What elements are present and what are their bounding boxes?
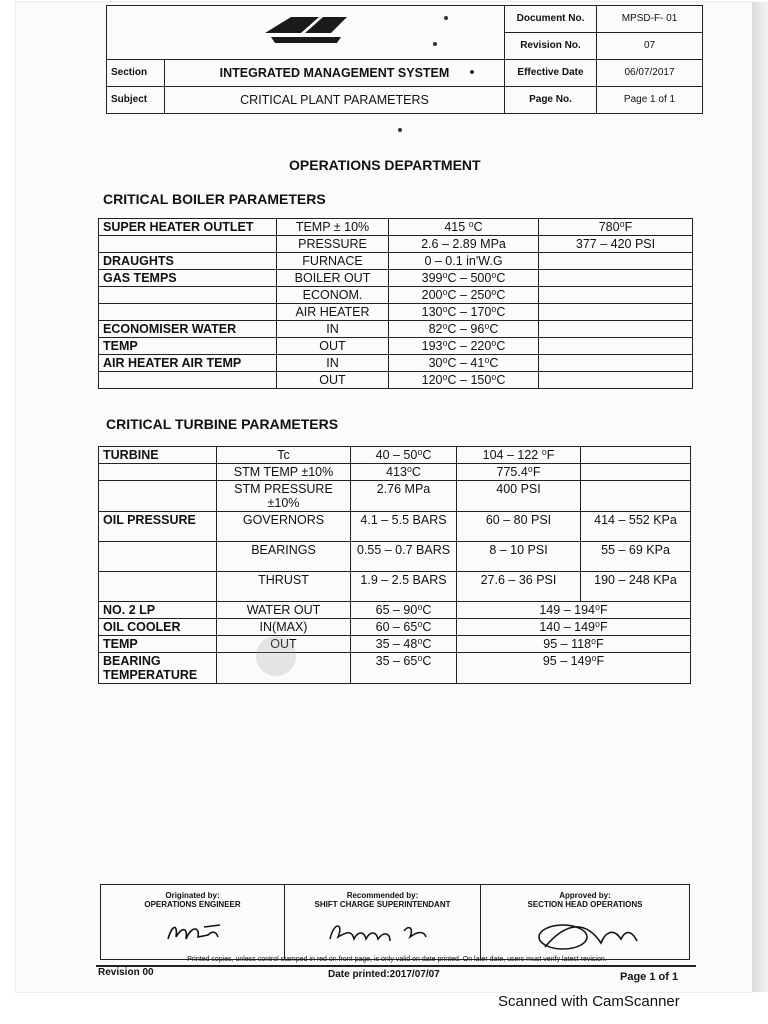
signature-approver	[505, 913, 665, 953]
table-row	[99, 236, 693, 253]
row-alt-value: 27.6 – 36 PSI	[457, 572, 581, 602]
row-value: 0 – 0.1 in'W.G	[389, 253, 539, 270]
revision-value: 07	[597, 33, 703, 60]
row-parameter: OUT	[277, 372, 389, 389]
row-label: NO. 2 LP	[99, 602, 217, 619]
speck-mark	[470, 70, 474, 74]
table-row	[99, 321, 693, 338]
table-row	[99, 619, 691, 636]
row-alt-value: 104 – 122 ⁰F	[457, 447, 581, 464]
row-value: 82⁰C – 96⁰C	[389, 321, 539, 338]
row-alt-value	[539, 287, 693, 304]
table-row	[99, 338, 693, 355]
page-edge-shadow	[752, 2, 768, 992]
system-title: INTEGRATED MANAGEMENT SYSTEM	[165, 60, 505, 87]
row-alt-value: 140 – 149⁰F	[457, 619, 691, 636]
footer-page: Page 1 of 1	[620, 971, 679, 983]
row-parameter: AIR HEATER	[277, 304, 389, 321]
table-row	[99, 636, 691, 653]
row-parameter: THRUST	[217, 572, 351, 602]
company-logo-cell	[107, 6, 505, 60]
row-value: 2.76 MPa	[351, 481, 457, 512]
row-alt-value: 95 – 118⁰F	[457, 636, 691, 653]
row-value: 413⁰C	[351, 464, 457, 481]
row-label: TEMP	[99, 338, 277, 355]
row-parameter: STM PRESSURE ±10%	[217, 481, 351, 512]
turbine-heading: CRITICAL TURBINE PARAMETERS	[106, 416, 339, 432]
row-value: 35 – 65⁰C	[351, 653, 457, 684]
table-row	[99, 447, 691, 464]
row-value: 35 – 48⁰C	[351, 636, 457, 653]
row-value: 193⁰C – 220⁰C	[389, 338, 539, 355]
row-label: SUPER HEATER OUTLET	[99, 219, 277, 236]
subject-title: CRITICAL PLANT PARAMETERS	[165, 87, 505, 114]
row-parameter: OUT	[217, 636, 351, 653]
row-value: 30⁰C – 41⁰C	[389, 355, 539, 372]
boiler-parameters-table	[98, 218, 693, 389]
approved-role: SECTION HEAD OPERATIONS	[527, 900, 643, 909]
row-label	[99, 464, 217, 481]
table-row	[99, 253, 693, 270]
row-label	[99, 372, 277, 389]
row-alt-value: 400 PSI	[457, 481, 581, 512]
row-parameter: BOILER OUT	[277, 270, 389, 287]
printed-copies-note: Printed copies, unless control stamped in red on front page, is only valid on date printed. On later date, users must verify latest revision.	[187, 956, 607, 963]
row-label: OIL COOLER	[99, 619, 217, 636]
row-alt-value-2: 414 – 552 KPa	[581, 512, 691, 542]
row-alt-value: 8 – 10 PSI	[457, 542, 581, 572]
table-row	[99, 542, 691, 572]
row-label: BEARING TEMPERATURE	[99, 653, 217, 684]
row-label	[99, 236, 277, 253]
company-logo	[261, 11, 351, 51]
table-row	[99, 572, 691, 602]
signature-block	[100, 884, 690, 960]
originated-cell	[101, 885, 285, 959]
row-label	[99, 481, 217, 512]
row-label: AIR HEATER AIR TEMP	[99, 355, 277, 372]
section-label: Section	[107, 60, 165, 87]
row-value: 200⁰C – 250⁰C	[389, 287, 539, 304]
row-value: 4.1 – 5.5 BARS	[351, 512, 457, 542]
table-row	[99, 602, 691, 619]
footer-date-printed: Date printed:2017/07/07	[328, 969, 440, 980]
row-parameter: OUT	[277, 338, 389, 355]
table-row	[99, 464, 691, 481]
row-value: 2.6 – 2.89 MPa	[389, 236, 539, 253]
row-alt-value	[539, 372, 693, 389]
row-alt-value-2	[581, 481, 691, 512]
page-no-value: Page 1 of 1	[597, 87, 703, 114]
row-alt-value	[539, 338, 693, 355]
row-alt-value	[539, 270, 693, 287]
row-value: 120⁰C – 150⁰C	[389, 372, 539, 389]
row-label: GAS TEMPS	[99, 270, 277, 287]
doc-no-value: MPSD-F- 01	[597, 6, 703, 33]
department-title: OPERATIONS DEPARTMENT	[289, 157, 481, 173]
row-value: 60 – 65⁰C	[351, 619, 457, 636]
footer-revision: Revision 00	[98, 967, 154, 978]
row-parameter: WATER OUT	[217, 602, 351, 619]
row-alt-value-2: 55 – 69 KPa	[581, 542, 691, 572]
row-parameter: Tc	[217, 447, 351, 464]
row-parameter: IN	[277, 321, 389, 338]
document-header	[106, 5, 703, 114]
footer-rule	[96, 965, 696, 967]
row-value: 415 ⁰C	[389, 219, 539, 236]
row-alt-value-2: 190 – 248 KPa	[581, 572, 691, 602]
row-label	[99, 304, 277, 321]
row-alt-value	[539, 355, 693, 372]
row-alt-value: 95 – 149⁰F	[457, 653, 691, 684]
doc-no-label: Document No.	[505, 6, 597, 33]
row-label	[99, 287, 277, 304]
row-parameter: PRESSURE	[277, 236, 389, 253]
row-value: 0.55 – 0.7 BARS	[351, 542, 457, 572]
recommended-cell	[285, 885, 481, 959]
row-alt-value	[539, 253, 693, 270]
row-parameter: GOVERNORS	[217, 512, 351, 542]
row-parameter: IN	[277, 355, 389, 372]
row-alt-value-2	[581, 464, 691, 481]
row-parameter: IN(MAX)	[217, 619, 351, 636]
row-label: ECONOMISER WATER	[99, 321, 277, 338]
boiler-heading: CRITICAL BOILER PARAMETERS	[103, 191, 326, 207]
table-row	[99, 372, 693, 389]
boiler-rows	[99, 219, 693, 389]
approved-cell	[481, 885, 689, 959]
table-row	[99, 219, 693, 236]
signature-recommender	[308, 913, 458, 947]
row-alt-value: 780⁰F	[539, 219, 693, 236]
row-alt-value: 377 – 420 PSI	[539, 236, 693, 253]
row-label	[99, 542, 217, 572]
row-parameter: FURNACE	[277, 253, 389, 270]
turbine-parameters-table	[98, 446, 691, 684]
speck-mark	[444, 16, 448, 20]
row-label: DRAUGHTS	[99, 253, 277, 270]
smudge-mark	[256, 636, 296, 676]
row-label: TEMP	[99, 636, 217, 653]
row-value: 1.9 – 2.5 BARS	[351, 572, 457, 602]
row-value: 40 – 50⁰C	[351, 447, 457, 464]
table-row	[99, 270, 693, 287]
row-parameter: TEMP ± 10%	[277, 219, 389, 236]
subject-label: Subject	[107, 87, 165, 114]
table-row	[99, 481, 691, 512]
approved-label: Approved by:	[559, 891, 611, 900]
page-no-label: Page No.	[505, 87, 597, 114]
originated-role: OPERATIONS ENGINEER	[144, 900, 241, 909]
scanner-watermark: Scanned with CamScanner	[498, 993, 680, 1010]
row-value: 65 – 90⁰C	[351, 602, 457, 619]
revision-label: Revision No.	[505, 33, 597, 60]
table-row	[99, 355, 693, 372]
table-row	[99, 287, 693, 304]
row-alt-value: 149 – 194⁰F	[457, 602, 691, 619]
row-label: OIL PRESSURE	[99, 512, 217, 542]
turbine-rows	[99, 447, 691, 684]
recommended-role: SHIFT CHARGE SUPERINTENDANT	[314, 900, 451, 909]
row-parameter: BEARINGS	[217, 542, 351, 572]
originated-label: Originated by:	[165, 891, 220, 900]
table-row	[99, 653, 691, 684]
row-parameter: ECONOM.	[277, 287, 389, 304]
row-parameter: STM TEMP ±10%	[217, 464, 351, 481]
effective-date-label: Effective Date	[505, 60, 597, 87]
signature-originator	[138, 913, 248, 947]
row-alt-value: 775.4⁰F	[457, 464, 581, 481]
row-label: TURBINE	[99, 447, 217, 464]
table-row	[99, 304, 693, 321]
row-alt-value	[539, 304, 693, 321]
speck-mark	[433, 42, 437, 46]
row-alt-value: 60 – 80 PSI	[457, 512, 581, 542]
row-value: 399⁰C – 500⁰C	[389, 270, 539, 287]
row-alt-value-2	[581, 447, 691, 464]
row-value: 130⁰C – 170⁰C	[389, 304, 539, 321]
row-label	[99, 572, 217, 602]
speck-mark	[398, 128, 402, 132]
recommended-label: Recommended by:	[346, 891, 419, 900]
row-alt-value	[539, 321, 693, 338]
effective-date-value: 06/07/2017	[597, 60, 703, 87]
table-row	[99, 512, 691, 542]
